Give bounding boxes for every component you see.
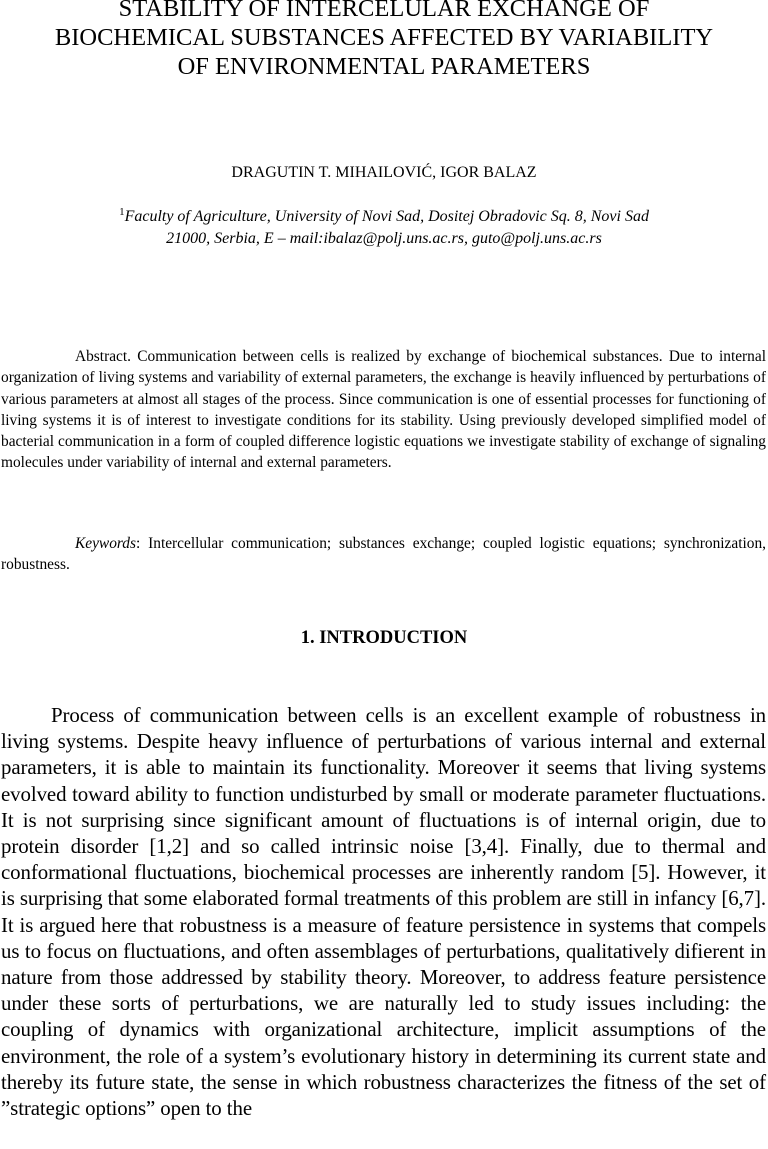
introduction-paragraph: Process of communication between cells is an excellent example of robustness in living systems. Despite heavy influence of perturbations of various internal and external parameters, it is able to maintain its functionality. Moreover it seems that living systems evolved toward ability to function undisturbed by small or moderate parameter fluctuations. It is not surprising since significant amount of fluctuations is of internal origin, due to protein disorder [1,2] and so called intrinsic noise [3,4]. Finally, due to thermal and conformational fluctuations, biochemical processes are inherently random [5]. However, it is surprising that some elaborated formal treatments of this problem are still in infancy [6,7]. It is argued here that robustness is a measure of feature persistence in systems that compels us to focus on fluctuations, and often assemblages of perturbations, qualitatively difierent in nature from those addressed by stability theory. Moreover, to address feature persistence under these sorts of perturbations, we are naturally led to study issues including: the coupling of dynamics with organizational architecture, implicit assumptions of the environment, the role of a system’s evolutionary history in determining its current state and thereby its future state, the sense in which robustness characterizes the fitness of the set of ”strategic options” open to the xyxy=(1,703,766,1121)
paper-title xyxy=(0,0,768,81)
affiliation-line-1 xyxy=(0,206,768,228)
keywords-text: : Intercellular communication; substances exchange; coupled logistic equations; synchronization, robustness. xyxy=(1,535,766,574)
affiliation xyxy=(0,206,768,250)
keywords xyxy=(1,533,766,576)
authors: DRAGUTIN T. MIHAILOVIĆ, IGOR BALAZ xyxy=(231,164,537,181)
title-line: BIOCHEMICAL SUBSTANCES AFFECTED BY VARIABILITY xyxy=(54,24,714,51)
keywords-label: Keywords xyxy=(75,535,136,552)
section-heading-introduction: 1. INTRODUCTION xyxy=(300,628,468,648)
title-line: OF ENVIRONMENTAL PARAMETERS xyxy=(177,53,591,80)
affiliation-line-2: 21000, Serbia, E – mail:ibalaz@polj.uns.ac.rs, guto@polj.uns.ac.rs xyxy=(166,230,602,247)
abstract: Abstract. Communication between cells is realized by exchange of biochemical substances. Due to internal organization of living systems and variability of external parameters, the exchange is heavily influenced by perturbations of various parameters at almost all stages of the process. Since communication is one of essential processes for functioning of living systems it is of interest to investigate conditions for its stability. Using previously developed simplified model of bacterial communication in a form of coupled difference logistic equations we investigate stability of exchange of signaling molecules under variability of internal and external parameters. xyxy=(1,348,766,472)
affiliation-text-1: Faculty of Agriculture, University of Novi Sad, Dositej Obradovic Sq. 8, Novi Sad xyxy=(124,208,649,225)
title-line: STABILITY OF INTERCELULAR EXCHANGE OF xyxy=(118,0,650,22)
affiliation-marker: 1 xyxy=(119,206,125,218)
